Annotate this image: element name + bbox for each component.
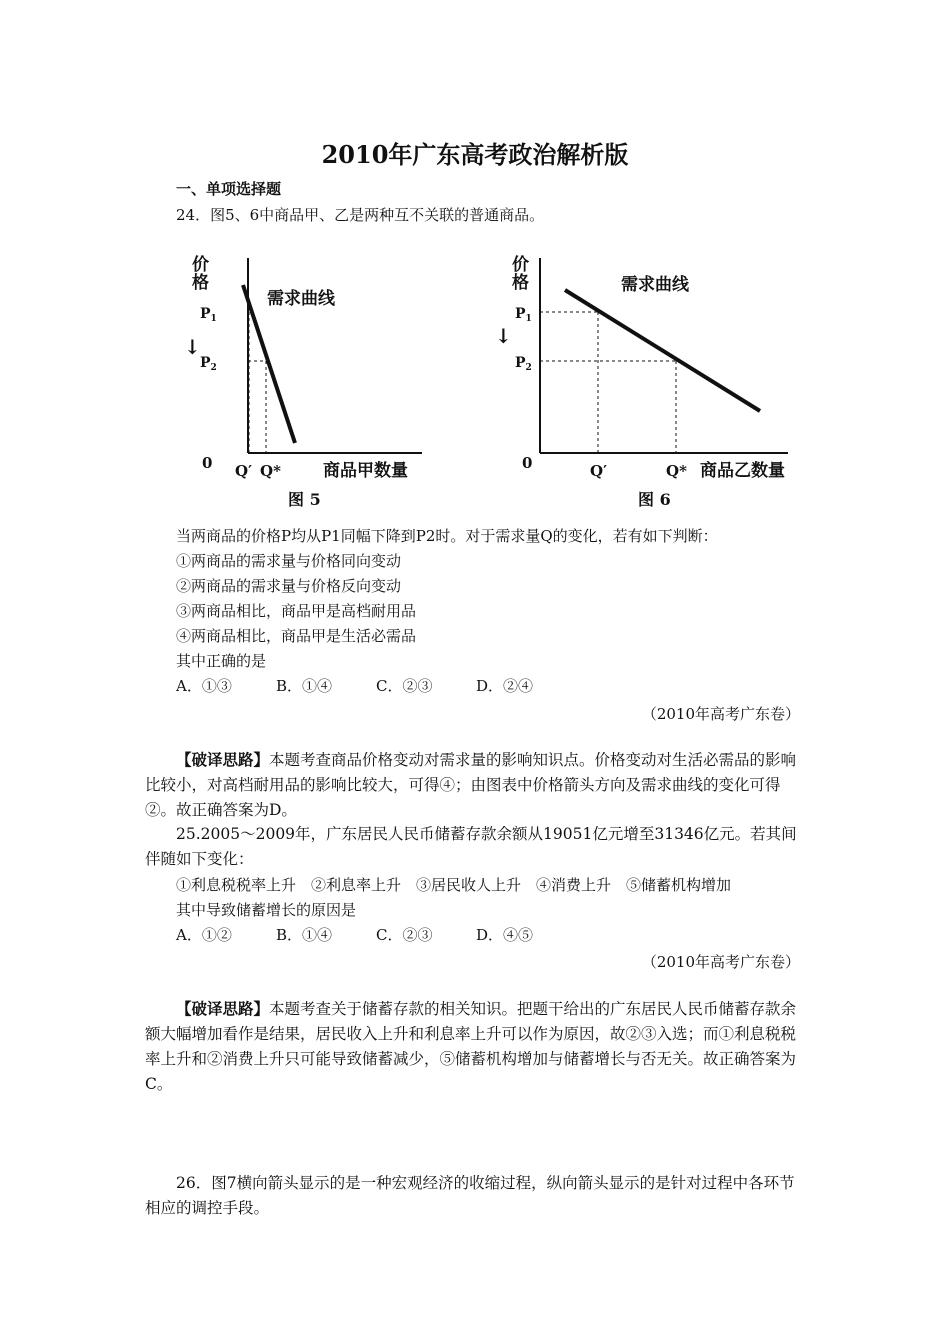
fig6-y-label-2: 格 <box>512 273 529 293</box>
fig5-qprime-label: Q′ <box>235 462 253 480</box>
q24-statement-4: ④两商品相比，商品甲是生活必需品 <box>176 627 417 645</box>
fig6-down-arrow-icon: ↓ <box>495 324 512 348</box>
section-heading: 一、单项选择题 <box>176 180 282 198</box>
figure-5 <box>180 250 440 515</box>
q26-stem: 26．图7横向箭头显示的是一种宏观经济的收缩过程，纵向箭头显示的是针对过程中各环节相应的调控手段。 <box>145 1174 795 1217</box>
fig6-p2-sub: 2 <box>525 363 532 373</box>
q24-statement-3: ③两商品相比，商品甲是高档耐用品 <box>176 602 417 620</box>
q25-source: （2010年高考广东卷） <box>641 953 800 971</box>
fig5-y-label-1: 价 <box>192 255 209 275</box>
q24-option-c: C．②③ <box>376 677 433 695</box>
q24-option-b: B．①④ <box>276 677 333 695</box>
q25-stem-block <box>145 822 807 872</box>
q25-option-d: D．④⑤ <box>476 926 534 944</box>
svg-text:P1 <box>200 306 217 324</box>
svg-text:P1 <box>515 306 532 324</box>
fig5-p1-sub: 1 <box>210 314 217 324</box>
fig6-curve-label: 需求曲线 <box>621 275 689 295</box>
svg-text:P2 <box>515 355 532 373</box>
svg-text:P2 <box>200 355 217 373</box>
q24-analysis-text: 本题考查商品价格变动对需求量的影响知识点。价格变动对生活必需品的影响比较小，对高档耐用品的影响比较大，可得④；由图表中价格箭头方向及需求曲线的变化可得②。故正确答案为D。 <box>145 751 797 819</box>
q25-options <box>176 926 576 944</box>
fig5-origin: 0 <box>202 454 213 472</box>
q25-option-c: C．②③ <box>376 926 433 944</box>
fig5-qstar-label: Q* <box>260 462 281 480</box>
fig5-x-label: 商品甲数量 <box>323 461 408 481</box>
fig6-origin: 0 <box>522 454 533 472</box>
q24-intro: 当两商品的价格P均从P1同幅下降到P2时。对于需求量Q的变化，若有如下判断： <box>176 527 718 545</box>
fig5-p2-label: P <box>200 355 211 371</box>
q25-analysis <box>145 996 807 1097</box>
fig5-caption: 图 5 <box>288 490 321 509</box>
q25-prompt: 其中导致储蓄增长的原因是 <box>176 901 357 919</box>
fig5-down-arrow-icon: ↓ <box>184 335 201 359</box>
q24-analysis <box>145 747 807 823</box>
fig5-p2-sub: 2 <box>210 363 217 373</box>
fig6-p2-label: P <box>515 355 526 371</box>
fig6-x-label: 商品乙数量 <box>700 461 785 481</box>
q25-statements: ①利息税税率上升 ②利息率上升 ③居民收人上升 ④消费上升 ⑤储蓄机构增加 <box>176 876 732 894</box>
fig5-p1-label: P <box>200 306 211 322</box>
q24-stem: 24．图5、6中商品甲、乙是两种互不关联的普通商品。 <box>176 206 545 224</box>
fig6-demand-curve <box>565 290 760 411</box>
q25-stem: 25.2005～2009年，广东居民人民币储蓄存款余额从19051亿元增至31346亿元。若其间伴随如下变化： <box>145 825 797 868</box>
fig5-y-label-2: 格 <box>192 273 209 293</box>
fig5-curve-label: 需求曲线 <box>267 289 335 309</box>
fig6-caption: 图 6 <box>638 490 671 509</box>
q24-statement-2: ②两商品的需求量与价格反向变动 <box>176 577 402 595</box>
q24-option-a: A．①③ <box>176 677 232 695</box>
q25-option-b: B．①④ <box>276 926 333 944</box>
q26-stem-block <box>145 1171 807 1221</box>
q24-source: （2010年高考广东卷） <box>641 705 800 723</box>
fig6-p1-label: P <box>515 306 526 322</box>
figure-6 <box>490 250 810 515</box>
q25-analysis-label: 【破译思路】 <box>176 999 270 1018</box>
q25-analysis-text: 本题考查关于储蓄存款的相关知识。把题干给出的广东居民人民币储蓄存款余额大幅增加看作是结果，居民收入上升和利息率上升可以作为原因，故②③入选；而①利息税税率上升和②消费上升只可能导致储蓄减少，⑤储蓄机构增加与储蓄增长与否无关。故正确答案为C。 <box>145 1000 797 1093</box>
q24-prompt: 其中正确的是 <box>176 652 267 670</box>
fig6-y-label-1: 价 <box>512 255 529 275</box>
fig6-p1-sub: 1 <box>525 314 532 324</box>
q25-option-a: A．①② <box>176 926 232 944</box>
page-title: 2010年广东高考政治解析版 <box>321 140 629 169</box>
fig6-qprime-label: Q′ <box>590 462 608 480</box>
q24-statement-1: ①两商品的需求量与价格同向变动 <box>176 552 402 570</box>
q24-analysis-label: 【破译思路】 <box>176 750 270 769</box>
q24-options <box>176 677 576 695</box>
q24-option-d: D．②④ <box>476 677 534 695</box>
fig6-qstar-label: Q* <box>666 462 687 480</box>
